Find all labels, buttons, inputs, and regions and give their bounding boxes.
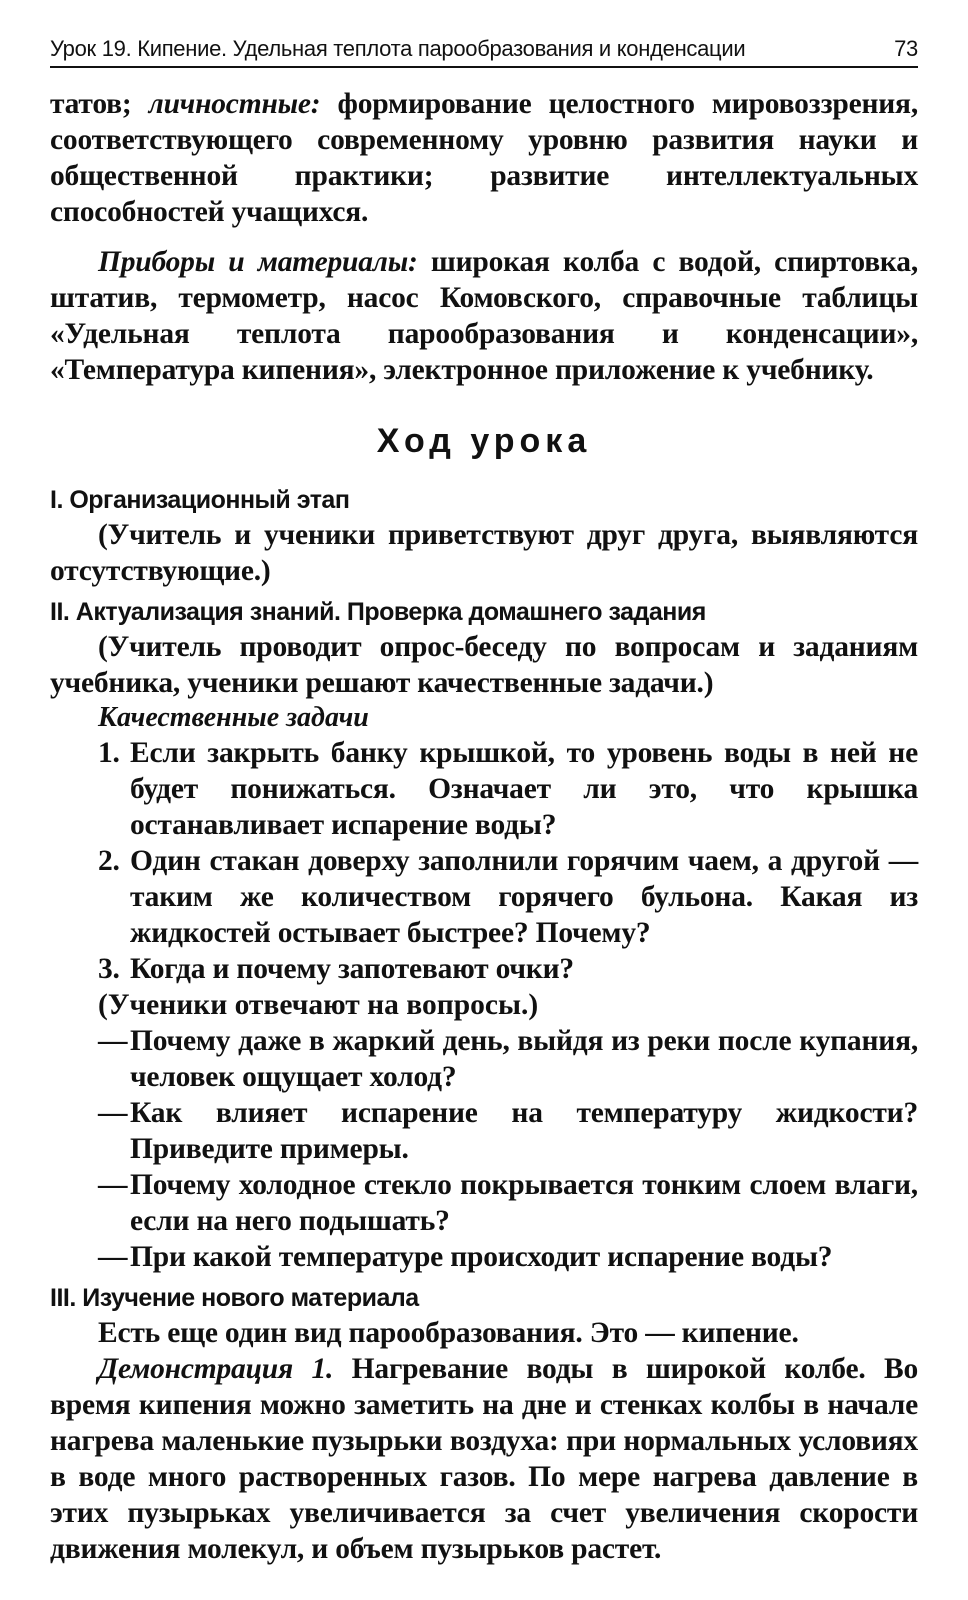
section-2-heading: II. Актуализация знаний. Проверка домашнего задания — [50, 598, 706, 626]
section-3-paragraph: Есть еще один вид парообразования. Это — кипение. — [98, 1317, 799, 1349]
list-item — [50, 1023, 918, 1095]
list-item — [50, 1239, 918, 1275]
list-item — [50, 843, 918, 951]
list-item — [50, 735, 918, 843]
list-item — [50, 1167, 918, 1239]
list-item-text: Почему даже в жаркий день, выйдя из реки после купания, человек ощущает холод? — [130, 1025, 918, 1093]
list-marker: — — [98, 1025, 128, 1057]
intro-paragraph-equipment — [50, 244, 918, 388]
list-marker: 2. — [98, 845, 120, 877]
list-marker: — — [98, 1241, 128, 1273]
task-list — [50, 735, 918, 987]
running-header — [50, 36, 918, 68]
list-item-text: Как влияет испарение на температуру жидкости? Приведите примеры. — [130, 1097, 918, 1165]
list-item-text: Когда и почему запотевают очки? — [130, 953, 574, 985]
list-marker: 3. — [98, 953, 120, 985]
question-list — [50, 1023, 918, 1275]
list-marker: — — [98, 1169, 128, 1201]
page-number: 73 — [894, 36, 918, 61]
intro-p1-em: личностные: — [148, 88, 321, 120]
intro-p1-start: татов; — [50, 88, 149, 120]
header-title: Урок 19. Кипение. Удельная теплота парообразования и конденсации — [50, 36, 746, 61]
list-item-text: Если закрыть банку крышкой, то уровень воды в ней не будет понижаться. Означает ли это, что крышка останавливает испарение воды? — [130, 737, 918, 841]
intro-paragraph-objectives — [50, 86, 918, 230]
section-2-text: (Учитель проводит опрос-беседу по вопросам и заданиям учебника, ученики решают качественные задачи.) — [50, 631, 918, 699]
list-marker: — — [98, 1097, 128, 1129]
list-item-text: Один стакан доверху заполнили горячим чаем, а другой — таким же количеством горячего бульона. Какая из жидкостей остывает быстрее? Почему? — [130, 845, 918, 949]
list-item-text: Почему холодное стекло покрывается тонким слоем влаги, если на него подышать? — [130, 1169, 918, 1237]
demonstration-label: Демонстрация 1. — [98, 1353, 334, 1385]
section-1-heading: I. Организационный этап — [50, 486, 350, 514]
list-item — [50, 951, 918, 987]
equipment-label: Приборы и материалы: — [98, 246, 418, 278]
equipment-text: широкая колба с водой, спиртовка, штатив, термометр, насос Комовского, справочные таблицы «Удельная теплота парообразования и конденсации», «Температура кипения», электронное приложение к учебнику. — [50, 246, 919, 386]
intro-p1-rest: формирование целостного мировоззрения, соответствующего современному уровню развития науки и общественной практики; развитие интеллектуальных способностей учащихся. — [50, 88, 918, 228]
demonstration-text: Нагревание воды в широкой колбе. Во время кипения можно заметить на дне и стенках колбы в начале нагрева маленькие пузырьки воздуха: при нормальных условиях в воде много растворенных газов. По мере нагрева давление в этих пузырьках увеличивается за счет увеличения скорости движения молекул, и объем пузырьков растет. — [50, 1353, 918, 1565]
list-item — [50, 1095, 918, 1167]
lesson-title: Ход урока — [376, 422, 592, 460]
section-1-text: (Учитель и ученики приветствуют друг друга, выявляются отсутствующие.) — [50, 519, 918, 587]
document-page — [50, 36, 918, 1567]
list-item-text: При какой температуре происходит испарение воды? — [130, 1241, 833, 1273]
section-3-heading: III. Изучение нового материала — [50, 1284, 419, 1312]
section-3-demonstration — [50, 1351, 918, 1567]
list-marker: 1. — [98, 737, 120, 769]
section-2-note: (Ученики отвечают на вопросы.) — [98, 989, 539, 1021]
section-2-subheading: Качественные задачи — [98, 702, 369, 733]
